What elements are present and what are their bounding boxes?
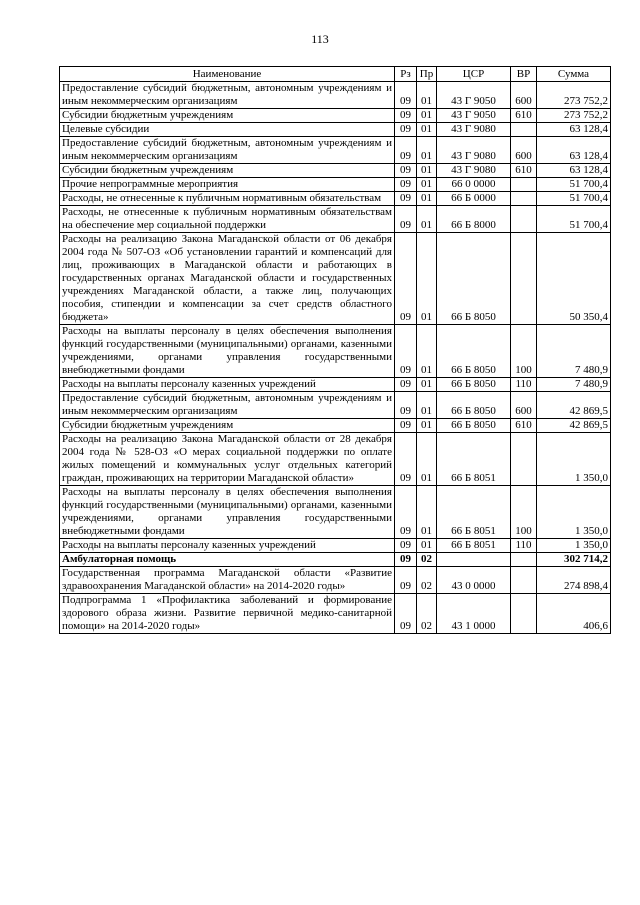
row-pr-cell: 01 <box>417 378 437 392</box>
row-rz-cell: 09 <box>395 109 417 123</box>
row-csr-cell: 43 Г 9080 <box>437 123 511 137</box>
row-rz-cell: 09 <box>395 419 417 433</box>
row-csr-cell: 66 Б 8051 <box>437 486 511 539</box>
column-header-sum: Сумма <box>537 67 611 82</box>
table-header-row <box>60 67 611 82</box>
row-pr-cell: 01 <box>417 433 437 486</box>
row-vr-cell <box>511 233 537 325</box>
page-number: 113 <box>311 32 329 46</box>
row-sum-cell: 63 128,4 <box>537 164 611 178</box>
row-pr-cell: 02 <box>417 553 437 567</box>
row-csr-cell: 43 Г 9050 <box>437 82 511 109</box>
row-pr-cell: 01 <box>417 206 437 233</box>
row-rz-cell: 09 <box>395 392 417 419</box>
row-vr-cell: 110 <box>511 378 537 392</box>
row-vr-cell <box>511 192 537 206</box>
row-sum-cell: 273 752,2 <box>537 109 611 123</box>
row-vr-cell: 110 <box>511 539 537 553</box>
row-pr-cell: 01 <box>417 192 437 206</box>
row-pr-cell: 01 <box>417 137 437 164</box>
row-pr-cell: 01 <box>417 419 437 433</box>
row-vr-cell <box>511 123 537 137</box>
row-name-cell: Расходы, не отнесенные к публичным нормативным обязательствам <box>60 192 395 206</box>
row-sum-cell: 42 869,5 <box>537 392 611 419</box>
row-vr-cell: 100 <box>511 325 537 378</box>
row-name-cell: Расходы на реализацию Закона Магаданской области от 06 декабря 2004 года № 507-ОЗ «Об установлении гарантий и компенсаций для лиц, проживающих в Магаданской области и работающих в государственных органах Магаданской области и государственных учреждениях Магаданской области, а также лиц, получающих пособия, стипендии и компенсации за счет средств областного бюджета» <box>60 233 395 325</box>
row-pr-cell: 01 <box>417 82 437 109</box>
row-csr-cell: 66 Б 0000 <box>437 192 511 206</box>
row-csr-cell: 66 Б 8050 <box>437 325 511 378</box>
row-name-cell: Субсидии бюджетным учреждениям <box>60 109 395 123</box>
row-rz-cell: 09 <box>395 433 417 486</box>
row-name-cell: Расходы на выплаты персоналу в целях обеспечения выполнения функций государственными (муниципальными) органами, казенными учреждениями, органами управления государственными внебюджетными фондами <box>60 486 395 539</box>
table-row <box>60 486 611 539</box>
row-vr-cell: 610 <box>511 164 537 178</box>
row-sum-cell: 1 350,0 <box>537 433 611 486</box>
row-name-cell: Амбулаторная помощь <box>60 553 395 567</box>
table-row <box>60 392 611 419</box>
row-pr-cell: 01 <box>417 123 437 137</box>
row-csr-cell: 66 Б 8050 <box>437 392 511 419</box>
row-pr-cell: 01 <box>417 486 437 539</box>
row-sum-cell: 7 480,9 <box>537 325 611 378</box>
row-name-cell: Государственная программа Магаданской области «Развитие здравоохранения Магаданской области» на 2014-2020 годы» <box>60 567 395 594</box>
row-rz-cell: 09 <box>395 178 417 192</box>
table-row <box>60 539 611 553</box>
row-name-cell: Расходы, не отнесенные к публичным нормативным обязательствам на обеспечение мер социальной поддержки <box>60 206 395 233</box>
row-name-cell: Расходы на выплаты персоналу казенных учреждений <box>60 378 395 392</box>
table-row <box>60 233 611 325</box>
row-vr-cell <box>511 594 537 634</box>
row-pr-cell: 01 <box>417 539 437 553</box>
row-pr-cell: 02 <box>417 567 437 594</box>
row-name-cell: Расходы на выплаты персоналу в целях обеспечения выполнения функций государственными (муниципальными) органами, казенными учреждениями, органами управления государственными внебюджетными фондами <box>60 325 395 378</box>
row-csr-cell <box>437 553 511 567</box>
row-sum-cell: 50 350,4 <box>537 233 611 325</box>
row-sum-cell: 273 752,2 <box>537 82 611 109</box>
row-rz-cell: 09 <box>395 539 417 553</box>
table-body <box>60 82 611 634</box>
row-csr-cell: 66 0 0000 <box>437 178 511 192</box>
row-vr-cell <box>511 206 537 233</box>
table-row <box>60 567 611 594</box>
table-row <box>60 137 611 164</box>
column-header-csr: ЦСР <box>437 67 511 82</box>
table-row <box>60 433 611 486</box>
row-sum-cell: 1 350,0 <box>537 486 611 539</box>
column-header-vr: ВР <box>511 67 537 82</box>
row-vr-cell <box>511 567 537 594</box>
row-sum-cell: 51 700,4 <box>537 178 611 192</box>
row-rz-cell: 09 <box>395 486 417 539</box>
row-pr-cell: 02 <box>417 594 437 634</box>
row-sum-cell: 406,6 <box>537 594 611 634</box>
row-name-cell: Предоставление субсидий бюджетным, автономным учреждениям и иным некоммерческим организациям <box>60 82 395 109</box>
table-row <box>60 206 611 233</box>
row-csr-cell: 43 1 0000 <box>437 594 511 634</box>
row-rz-cell: 09 <box>395 137 417 164</box>
row-sum-cell: 42 869,5 <box>537 419 611 433</box>
row-name-cell: Целевые субсидии <box>60 123 395 137</box>
row-csr-cell: 43 Г 9080 <box>437 137 511 164</box>
row-pr-cell: 01 <box>417 109 437 123</box>
row-csr-cell: 43 Г 9080 <box>437 164 511 178</box>
budget-table <box>59 66 611 634</box>
row-name-cell: Расходы на реализацию Закона Магаданской области от 28 декабря 2004 года № 528-ОЗ «О мерах социальной поддержки по оплате жилых помещений и коммунальных услуг отдельных категорий граждан, проживающих на территории Магаданской области» <box>60 433 395 486</box>
table-row <box>60 419 611 433</box>
row-rz-cell: 09 <box>395 192 417 206</box>
row-sum-cell: 302 714,2 <box>537 553 611 567</box>
row-csr-cell: 66 Б 8000 <box>437 206 511 233</box>
row-name-cell: Субсидии бюджетным учреждениям <box>60 164 395 178</box>
row-rz-cell: 09 <box>395 325 417 378</box>
row-pr-cell: 01 <box>417 325 437 378</box>
row-vr-cell: 100 <box>511 486 537 539</box>
table-row <box>60 82 611 109</box>
row-rz-cell: 09 <box>395 82 417 109</box>
row-pr-cell: 01 <box>417 233 437 325</box>
row-csr-cell: 66 Б 8050 <box>437 419 511 433</box>
row-vr-cell: 600 <box>511 392 537 419</box>
row-pr-cell: 01 <box>417 178 437 192</box>
row-sum-cell: 274 898,4 <box>537 567 611 594</box>
table-row <box>60 164 611 178</box>
row-name-cell: Предоставление субсидий бюджетным, автономным учреждениям и иным некоммерческим организациям <box>60 392 395 419</box>
column-header-rz: Рз <box>395 67 417 82</box>
table-row <box>60 553 611 567</box>
row-vr-cell: 610 <box>511 419 537 433</box>
table-row <box>60 178 611 192</box>
row-rz-cell: 09 <box>395 164 417 178</box>
row-sum-cell: 63 128,4 <box>537 137 611 164</box>
row-name-cell: Прочие непрограммные мероприятия <box>60 178 395 192</box>
table-row <box>60 378 611 392</box>
column-header-pr: Пр <box>417 67 437 82</box>
row-rz-cell: 09 <box>395 553 417 567</box>
row-pr-cell: 01 <box>417 392 437 419</box>
row-vr-cell <box>511 433 537 486</box>
row-csr-cell: 66 Б 8050 <box>437 378 511 392</box>
row-vr-cell <box>511 553 537 567</box>
row-rz-cell: 09 <box>395 378 417 392</box>
row-sum-cell: 63 128,4 <box>537 123 611 137</box>
row-sum-cell: 51 700,4 <box>537 192 611 206</box>
row-csr-cell: 43 0 0000 <box>437 567 511 594</box>
row-name-cell: Подпрограмма 1 «Профилактика заболеваний и формирование здорового образа жизни. Развитие первичной медико-санитарной помощи» на 2014-2020 годы» <box>60 594 395 634</box>
row-rz-cell: 09 <box>395 594 417 634</box>
table-row <box>60 192 611 206</box>
row-vr-cell: 610 <box>511 109 537 123</box>
column-header-name: Наименование <box>60 67 395 82</box>
table-row <box>60 325 611 378</box>
row-csr-cell: 43 Г 9050 <box>437 109 511 123</box>
row-name-cell: Субсидии бюджетным учреждениям <box>60 419 395 433</box>
row-sum-cell: 1 350,0 <box>537 539 611 553</box>
row-vr-cell: 600 <box>511 137 537 164</box>
row-csr-cell: 66 Б 8050 <box>437 233 511 325</box>
row-rz-cell: 09 <box>395 567 417 594</box>
row-rz-cell: 09 <box>395 123 417 137</box>
row-sum-cell: 7 480,9 <box>537 378 611 392</box>
row-pr-cell: 01 <box>417 164 437 178</box>
row-csr-cell: 66 Б 8051 <box>437 539 511 553</box>
row-name-cell: Расходы на выплаты персоналу казенных учреждений <box>60 539 395 553</box>
table-row <box>60 109 611 123</box>
row-rz-cell: 09 <box>395 233 417 325</box>
row-vr-cell <box>511 178 537 192</box>
row-sum-cell: 51 700,4 <box>537 206 611 233</box>
row-vr-cell: 600 <box>511 82 537 109</box>
row-rz-cell: 09 <box>395 206 417 233</box>
table-row <box>60 594 611 634</box>
table-row <box>60 123 611 137</box>
row-csr-cell: 66 Б 8051 <box>437 433 511 486</box>
row-name-cell: Предоставление субсидий бюджетным, автономным учреждениям и иным некоммерческим организациям <box>60 137 395 164</box>
